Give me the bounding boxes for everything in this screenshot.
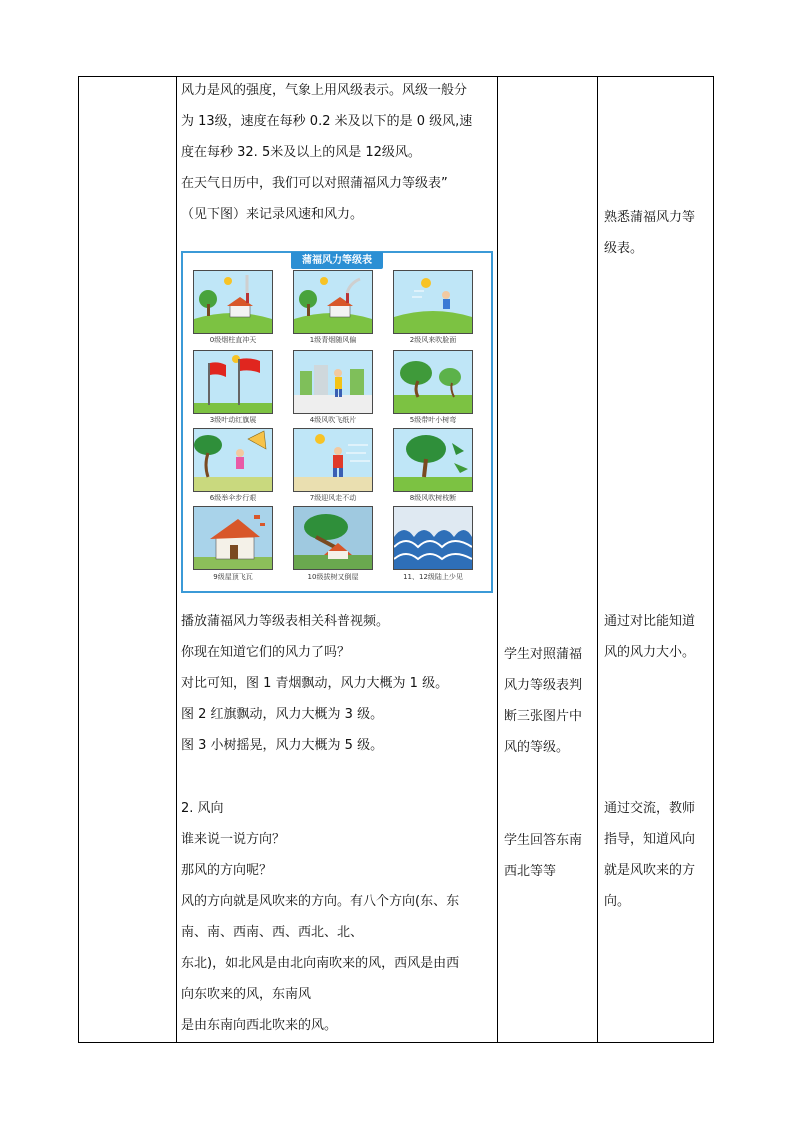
- text-line: （见下图）来记录风速和风力。: [181, 207, 364, 222]
- figure-title: 蒲福风力等级表: [291, 252, 383, 269]
- caption-scale-0: 0级烟柱直冲天: [209, 336, 257, 344]
- text-line: 风的等级。: [504, 740, 570, 755]
- caption-scale-11-12: 11、12级陆上少见: [403, 573, 463, 581]
- scale-11-12-image: [393, 506, 473, 570]
- student-activity-1: [504, 639, 596, 763]
- text-line: 风力等级表判: [504, 678, 583, 693]
- column-divider: [597, 77, 598, 1042]
- text-line: 度在每秒 32. 5米及以上的风是 12级风。: [181, 145, 421, 160]
- text-line: 对比可知，图 1 青烟飘动，风力大概为 1 级。: [181, 676, 449, 691]
- text-line: 风的风力大小。: [604, 645, 696, 660]
- text-line: 谁来说一说方向？: [181, 832, 286, 847]
- column-divider: [176, 77, 177, 1042]
- text-line: 东北)，如北风是由北向南吹来的风，西风是由西: [181, 956, 460, 971]
- text-line: 是由东南向西北吹来的风。: [181, 1018, 338, 1033]
- caption-scale-8: 8级风吹树枝断: [409, 494, 457, 502]
- text-line: 西北等等: [504, 864, 557, 879]
- scale-6-image: [193, 428, 273, 492]
- caption-scale-7: 7级迎风走不动: [309, 494, 357, 502]
- design-intent-3: [604, 793, 712, 917]
- text-line: 向。: [604, 894, 631, 909]
- scale-3-image: [193, 350, 273, 414]
- caption-scale-10: 10级拔树又倒屋: [307, 573, 359, 581]
- column-divider: [497, 77, 498, 1042]
- scale-7-image: [293, 428, 373, 492]
- scale-2-image: [393, 270, 473, 334]
- text-line: 指导，知道风向: [604, 832, 696, 847]
- design-intent-1: [604, 202, 712, 264]
- scale-5-image: [393, 350, 473, 414]
- section-heading: 2. 风向: [181, 801, 224, 816]
- text-line: 熟悉蒲福风力等: [604, 210, 696, 225]
- text-line: 南、南、西南、西、西北、北、: [181, 925, 364, 940]
- design-intent-2: [604, 606, 712, 668]
- scale-1-image: [293, 270, 373, 334]
- text-line: 级表。: [604, 241, 644, 256]
- text-line: 向东吹来的风，东南风: [181, 987, 312, 1002]
- beaufort-scale-figure: [181, 251, 493, 593]
- text-line: 在天气日历中，我们可以对照蒲福风力等级表”: [181, 176, 448, 191]
- caption-scale-3: 3级叶动红旗展: [209, 416, 257, 424]
- caption-scale-1: 1级青烟随风偏: [309, 336, 357, 344]
- text-line: 那风的方向呢？: [181, 863, 273, 878]
- scale-4-image: [293, 350, 373, 414]
- scale-9-image: [193, 506, 273, 570]
- text-line: 图 3 小树摇晃，风力大概为 5 级。: [181, 738, 384, 753]
- text-line: 为 13级，速度在每秒 0.2 米及以下的是 0 级风,速: [181, 114, 473, 129]
- wind-direction-paragraph: [181, 793, 493, 1041]
- text-line: 学生回答东南: [504, 833, 583, 848]
- text-line: 断三张图片中: [504, 709, 583, 724]
- caption-scale-2: 2级风来吹脸面: [409, 336, 457, 344]
- scale-0-image: [193, 270, 273, 334]
- text-line: 学生对照蒲福: [504, 647, 583, 662]
- caption-scale-9: 9级屋顶飞瓦: [213, 573, 253, 581]
- text-line: 通过交流，教师: [604, 801, 696, 816]
- text-line: 就是风吹来的方: [604, 863, 696, 878]
- text-line: 风力是风的强度，气象上用风级表示。风级一般分: [181, 83, 468, 98]
- text-line: 图 2 红旗飘动，风力大概为 3 级。: [181, 707, 384, 722]
- scale-10-image: [293, 506, 373, 570]
- caption-scale-6: 6级举伞步行艰: [209, 494, 257, 502]
- caption-scale-4: 4级风吹飞纸片: [309, 416, 357, 424]
- caption-scale-5: 5级带叶小树弯: [409, 416, 457, 424]
- text-line: 你现在知道它们的风力了吗？: [181, 645, 351, 660]
- text-line: 通过对比能知道: [604, 614, 696, 629]
- scale-8-image: [393, 428, 473, 492]
- intro-paragraph: [181, 75, 493, 230]
- video-paragraph: [181, 606, 493, 761]
- student-activity-2: [504, 825, 596, 887]
- text-line: 播放蒲福风力等级表相关科普视频。: [181, 614, 390, 629]
- text-line: 风的方向就是风吹来的方向。有八个方向(东、东: [181, 894, 460, 909]
